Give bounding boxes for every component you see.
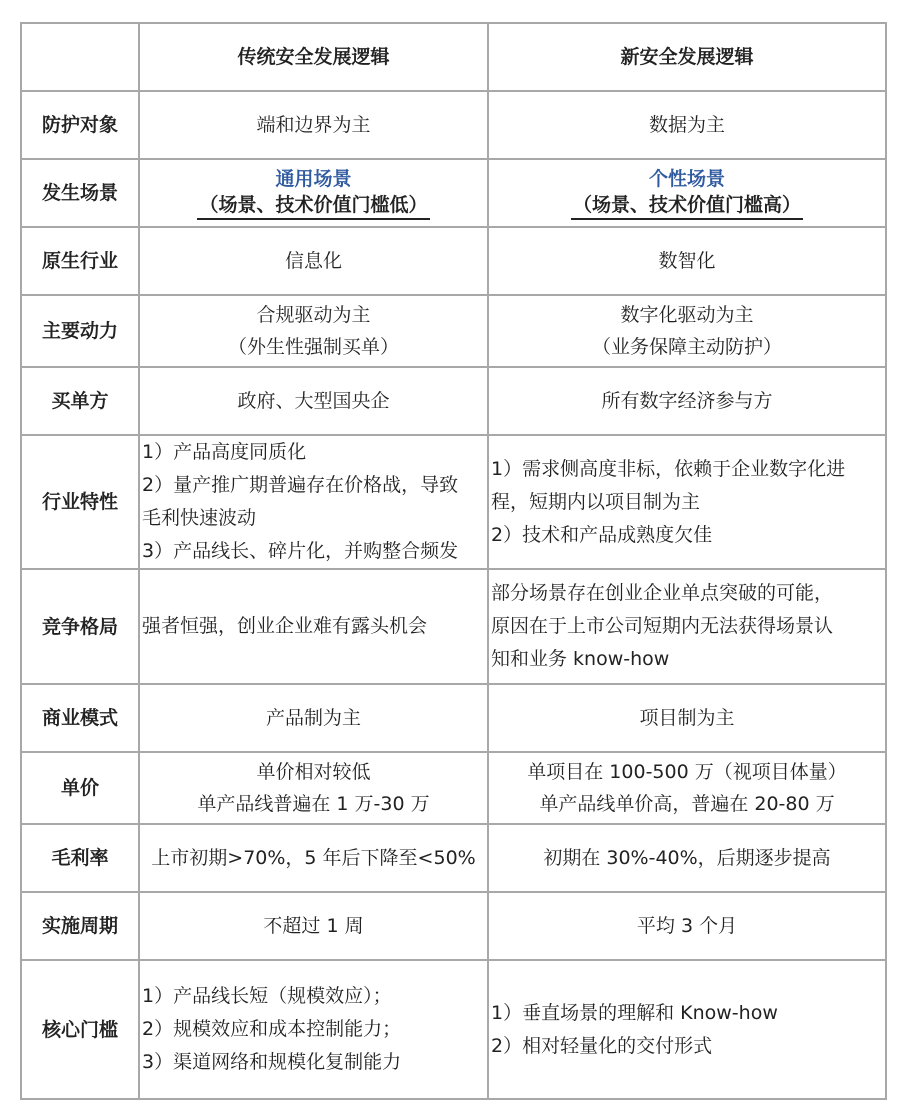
row-label: 主要动力 <box>21 295 139 367</box>
header-row <box>21 23 886 91</box>
row-label: 原生行业 <box>21 227 139 295</box>
col-header-new: 新安全发展逻辑 <box>488 23 886 91</box>
traditional-cell: 强者恒强，创业企业难有露头机会 <box>139 569 488 684</box>
new-cell: 1）需求侧高度非标，依赖于企业数字化进 程，短期内以项目制为主 2）技术和产品成熟度欠佳 <box>488 435 886 569</box>
table-row <box>21 960 886 1099</box>
traditional-cell <box>139 159 488 227</box>
scenario-note: （场景、技术价值门槛低） <box>197 192 429 220</box>
row-label: 核心门槛 <box>21 960 139 1099</box>
col-header-traditional: 传统安全发展逻辑 <box>139 23 488 91</box>
table-row <box>21 752 886 824</box>
scenario-note: （场景、技术价值门槛高） <box>571 192 803 220</box>
table-row <box>21 824 886 892</box>
table-row <box>21 435 886 569</box>
scenario-type: 个性场景 <box>648 168 725 190</box>
comparison-table <box>20 22 887 1100</box>
table-row <box>21 295 886 367</box>
new-cell: 数字化驱动为主 （业务保障主动防护） <box>488 295 886 367</box>
row-label: 买单方 <box>21 367 139 435</box>
new-cell: 所有数字经济参与方 <box>488 367 886 435</box>
new-cell: 初期在 30%-40%，后期逐步提高 <box>488 824 886 892</box>
row-label: 发生场景 <box>21 159 139 227</box>
traditional-cell: 政府、大型国央企 <box>139 367 488 435</box>
traditional-cell: 1）产品高度同质化 2）量产推广期普遍存在价格战，导致 毛利快速波动 3）产品线长、碎片化，并购整合频发 <box>139 435 488 569</box>
new-cell <box>488 159 886 227</box>
corner-cell <box>21 23 139 91</box>
new-cell: 部分场景存在创业企业单点突破的可能， 原因在于上市公司短期内无法获得场景认 知和业务 know-how <box>488 569 886 684</box>
new-cell: 数据为主 <box>488 91 886 159</box>
traditional-cell: 合规驱动为主 （外生性强制买单） <box>139 295 488 367</box>
new-cell: 数智化 <box>488 227 886 295</box>
row-label: 单价 <box>21 752 139 824</box>
table-row <box>21 227 886 295</box>
traditional-cell: 1）产品线长短（规模效应）； 2）规模效应和成本控制能力； 3）渠道网络和规模化复制能力 <box>139 960 488 1099</box>
table-row <box>21 91 886 159</box>
row-label: 防护对象 <box>21 91 139 159</box>
row-label: 商业模式 <box>21 684 139 752</box>
traditional-cell: 信息化 <box>139 227 488 295</box>
traditional-cell: 单价相对较低 单产品线普遍在 1 万-30 万 <box>139 752 488 824</box>
scenario-type: 通用场景 <box>275 168 352 190</box>
traditional-cell: 不超过 1 周 <box>139 892 488 960</box>
table-row <box>21 367 886 435</box>
row-label: 竞争格局 <box>21 569 139 684</box>
row-label: 实施周期 <box>21 892 139 960</box>
new-cell: 单项目在 100-500 万（视项目体量） 单产品线单价高，普遍在 20-80 万 <box>488 752 886 824</box>
new-cell: 平均 3 个月 <box>488 892 886 960</box>
traditional-cell: 端和边界为主 <box>139 91 488 159</box>
row-label: 毛利率 <box>21 824 139 892</box>
row-label: 行业特性 <box>21 435 139 569</box>
new-cell: 项目制为主 <box>488 684 886 752</box>
table-row <box>21 892 886 960</box>
table-row <box>21 569 886 684</box>
table-row <box>21 159 886 227</box>
traditional-cell: 上市初期>70%，5 年后下降至<50% <box>139 824 488 892</box>
traditional-cell: 产品制为主 <box>139 684 488 752</box>
table-row <box>21 684 886 752</box>
new-cell: 1）垂直场景的理解和 Know-how 2）相对轻量化的交付形式 <box>488 960 886 1099</box>
